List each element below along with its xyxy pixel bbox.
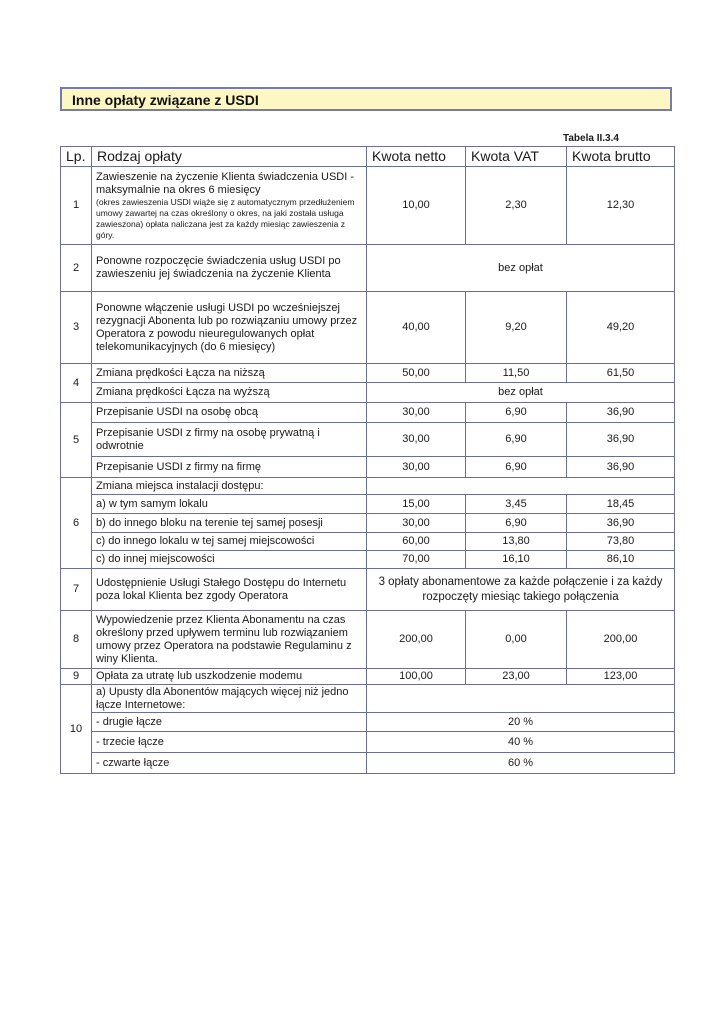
net-amount: 30,00 xyxy=(367,514,466,533)
table-label: Tabela II.3.4 xyxy=(563,133,619,144)
description-main: Zawieszenie na życzenie Klienta świadczenia USDI - maksymalnie na okres 6 miesięcy xyxy=(96,170,355,196)
col-header-vat: Kwota VAT xyxy=(466,147,567,167)
vat-amount: 23,00 xyxy=(466,669,567,685)
table-row xyxy=(61,514,675,533)
row-lp: 1 xyxy=(61,167,92,245)
gross-amount: 36,90 xyxy=(567,514,675,533)
col-header-net: Kwota netto xyxy=(367,147,466,167)
row-description: c) do innego lokalu w tej samej miejscowości xyxy=(92,533,367,551)
discount-value: 20 % xyxy=(367,713,675,732)
net-amount: 30,00 xyxy=(367,423,466,457)
row-lp: 8 xyxy=(61,611,92,669)
merged-amount: bez opłat xyxy=(367,383,675,403)
row-lp: 5 xyxy=(61,403,92,478)
vat-amount: 9,20 xyxy=(466,292,567,364)
table-row xyxy=(61,685,675,713)
vat-amount: 6,90 xyxy=(466,423,567,457)
empty-cell xyxy=(367,478,675,495)
gross-amount: 200,00 xyxy=(567,611,675,669)
row-lp: 4 xyxy=(61,364,92,403)
row-description: c) do innej miejscowości xyxy=(92,551,367,569)
section-title-box xyxy=(60,87,672,111)
row-lp: 9 xyxy=(61,669,92,685)
vat-amount: 11,50 xyxy=(466,364,567,383)
description-note: (okres zawieszenia USDI wiąże się z automatycznym przedłużeniem umowy zawartej na czas określony o okres, na jaki została usługa zawieszona) opłata naliczana jest za każdy miesiąc zawieszenia z góry. xyxy=(96,196,355,240)
table-row xyxy=(61,551,675,569)
gross-amount: 18,45 xyxy=(567,495,675,514)
table-row xyxy=(61,569,675,611)
vat-amount: 3,45 xyxy=(466,495,567,514)
table-row xyxy=(61,669,675,685)
table-row xyxy=(61,292,675,364)
gross-amount: 49,20 xyxy=(567,292,675,364)
table-row xyxy=(61,423,675,457)
gross-amount: 61,50 xyxy=(567,364,675,383)
gross-amount: 123,00 xyxy=(567,669,675,685)
table-row xyxy=(61,478,675,495)
row-description: Wypowiedzenie przez Klienta Abonamentu na czas określony przed upływem terminu lub rozwiązaniem umowy przez Operatora na podstawie Regulaminu z winy Klienta. xyxy=(92,611,367,669)
table-row xyxy=(61,732,675,753)
table-row xyxy=(61,364,675,383)
row-description: - trzecie łącze xyxy=(92,732,367,753)
row-lp: 10 xyxy=(61,685,92,774)
table-row xyxy=(61,495,675,514)
row-description: Opłata za utratę lub uszkodzenie modemu xyxy=(92,669,367,685)
row-description: Przepisanie USDI na osobę obcą xyxy=(92,403,367,423)
table-row xyxy=(61,713,675,732)
row-description: Przepisanie USDI z firmy na firmę xyxy=(92,457,367,478)
empty-cell xyxy=(367,685,675,713)
table-row xyxy=(61,753,675,774)
row-description: Ponowne rozpoczęcie świadczenia usług USDI po zawieszeniu jej świadczenia na życzenie Klienta xyxy=(92,245,367,292)
row-description xyxy=(92,167,367,245)
table-row xyxy=(61,457,675,478)
row-description: Udostępnienie Usługi Stałego Dostępu do Internetu poza lokal Klienta bez zgody Operatora xyxy=(92,569,367,611)
gross-amount: 36,90 xyxy=(567,403,675,423)
gross-amount: 36,90 xyxy=(567,423,675,457)
table-row xyxy=(61,611,675,669)
gross-amount: 36,90 xyxy=(567,457,675,478)
net-amount: 40,00 xyxy=(367,292,466,364)
vat-amount: 13,80 xyxy=(466,533,567,551)
vat-amount: 2,30 xyxy=(466,167,567,245)
fees-table xyxy=(60,146,675,774)
row-lp: 2 xyxy=(61,245,92,292)
net-amount: 70,00 xyxy=(367,551,466,569)
net-amount: 100,00 xyxy=(367,669,466,685)
row-description: Zmiana prędkości Łącza na niższą xyxy=(92,364,367,383)
table-row xyxy=(61,167,675,245)
discount-value: 60 % xyxy=(367,753,675,774)
col-header-gross: Kwota brutto xyxy=(567,147,675,167)
net-amount: 50,00 xyxy=(367,364,466,383)
discount-value: 40 % xyxy=(367,732,675,753)
net-amount: 30,00 xyxy=(367,403,466,423)
row-lp: 3 xyxy=(61,292,92,364)
net-amount: 10,00 xyxy=(367,167,466,245)
table-row xyxy=(61,403,675,423)
gross-amount: 73,80 xyxy=(567,533,675,551)
row-description: Zmiana prędkości Łącza na wyższą xyxy=(92,383,367,403)
vat-amount: 0,00 xyxy=(466,611,567,669)
merged-amount: 3 opłaty abonamentowe za każde połączenie i za każdy rozpoczęty miesiąc takiego połączenia xyxy=(367,569,675,611)
row-description: Przepisanie USDI z firmy na osobę prywatną i odwrotnie xyxy=(92,423,367,457)
section-title: Inne opłaty związane z USDI xyxy=(72,92,259,108)
row-lp: 6 xyxy=(61,478,92,569)
net-amount: 15,00 xyxy=(367,495,466,514)
row-description: a) Upusty dla Abonentów mających więcej niż jedno łącze Internetowe: xyxy=(92,685,367,713)
col-header-lp: Lp. xyxy=(61,147,92,167)
merged-amount: bez opłat xyxy=(367,245,675,292)
table-row xyxy=(61,383,675,403)
row-description: - drugie łącze xyxy=(92,713,367,732)
col-header-fee-type: Rodzaj opłaty xyxy=(92,147,367,167)
row-description: - czwarte łącze xyxy=(92,753,367,774)
vat-amount: 6,90 xyxy=(466,457,567,478)
vat-amount: 16,10 xyxy=(466,551,567,569)
net-amount: 200,00 xyxy=(367,611,466,669)
row-description: b) do innego bloku na terenie tej samej posesji xyxy=(92,514,367,533)
net-amount: 30,00 xyxy=(367,457,466,478)
row-description: Ponowne włączenie usługi USDI po wcześniejszej rezygnacji Abonenta lub po rozwiązaniu umowy przez Operatora z powodu nieuregulowanych opłat telekomunikacyjnych (do 6 miesięcy) xyxy=(92,292,367,364)
gross-amount: 12,30 xyxy=(567,167,675,245)
net-amount: 60,00 xyxy=(367,533,466,551)
gross-amount: 86,10 xyxy=(567,551,675,569)
table-header-row xyxy=(61,147,675,167)
row-lp: 7 xyxy=(61,569,92,611)
vat-amount: 6,90 xyxy=(466,403,567,423)
row-description: a) w tym samym lokalu xyxy=(92,495,367,514)
table-row xyxy=(61,245,675,292)
table-row xyxy=(61,533,675,551)
row-description: Zmiana miejsca instalacji dostępu: xyxy=(92,478,367,495)
vat-amount: 6,90 xyxy=(466,514,567,533)
